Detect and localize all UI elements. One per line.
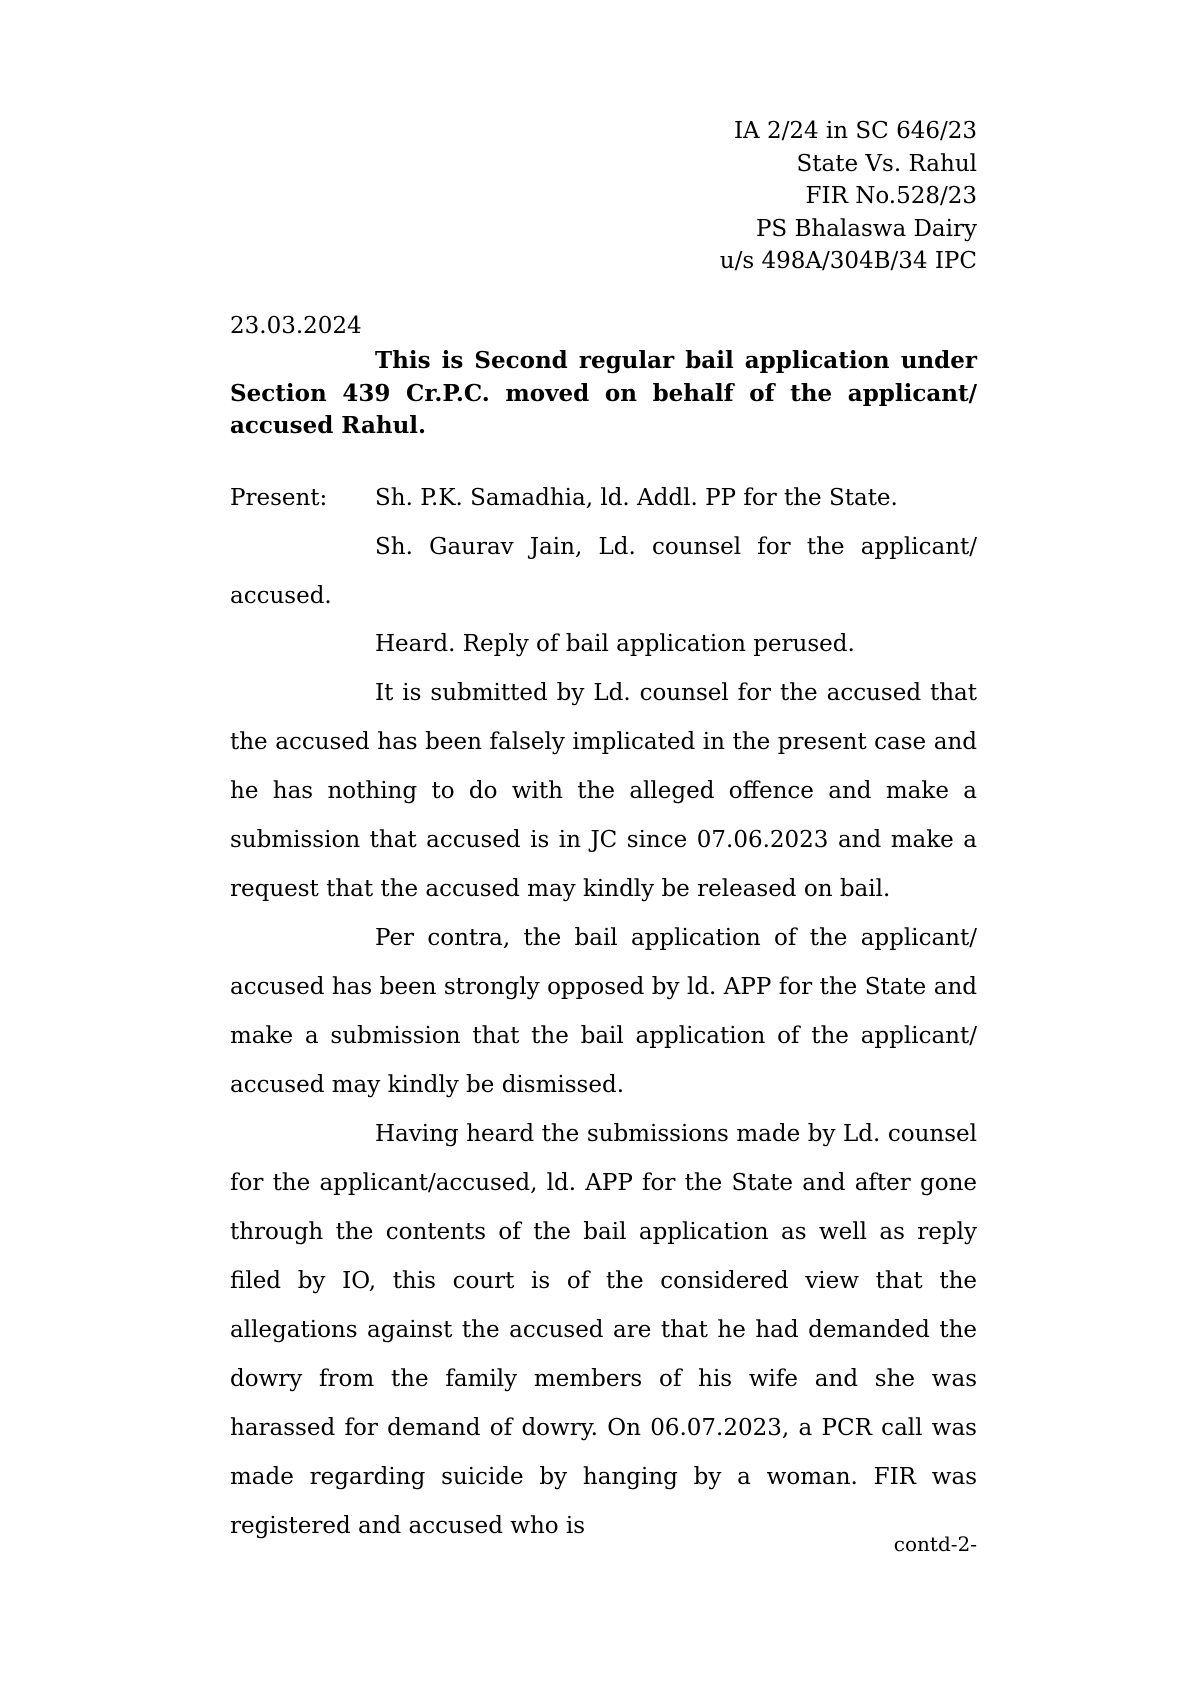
present-row [230,474,977,523]
order-date: 23.03.2024 [230,313,362,339]
case-header [230,115,977,278]
legal-sections: u/s 498A/304B/34 IPC [719,248,977,274]
present-label: Present: [230,485,328,511]
present-block [230,474,977,621]
state-counsel: Sh. P.K. Samadhia, ld. Addl. PP for the State. [375,485,898,511]
paragraph-consideration: Having heard the submissions made by Ld. counsel for the applicant/accused, ld. APP for the State and after gone through the contents of the bail application as well as reply filed by IO, this court is of the considered view that the allegations against the accused are that he had demanded the dowry from the family members of his wife and she was harassed for demand of dowry. On 06.07.2023, a PCR call was made regarding suicide by hanging by a woman. FIR was registered and accused who is [230,1121,977,1539]
applicant-counsel: Sh. Gaurav Jain, Ld. counsel for the applicant/ accused. [230,534,977,609]
paragraph-opposition: Per contra, the bail application of the applicant/ accused has been strongly opposed by ld. APP for the State and make a submission that the bail application of the applicant/ accused may kindly be dismissed. [230,925,977,1098]
order-body [230,620,977,1551]
case-number: IA 2/24 in SC 646/23 [733,118,977,144]
fir-number: FIR No.528/23 [805,183,977,209]
paragraph-heard: Heard. Reply of bail application perused. [375,631,855,657]
paragraph-submission: It is submitted by Ld. counsel for the accused that the accused has been falsely implicated in the present case and he has nothing to do with the alleged offence and make a submission that accused is in JC since 07.06.2023 and make a request that the accused may kindly be released on bail. [230,680,977,902]
continuation-marker: contd-2- [893,1532,977,1556]
police-station: PS Bhalaswa Dairy [755,215,977,242]
application-subject: This is Second regular bail application under Section 439 Cr.P.C. moved on behalf of the applicant/ accused Rahul. [230,347,977,439]
case-parties: State Vs. Rahul [796,150,977,177]
